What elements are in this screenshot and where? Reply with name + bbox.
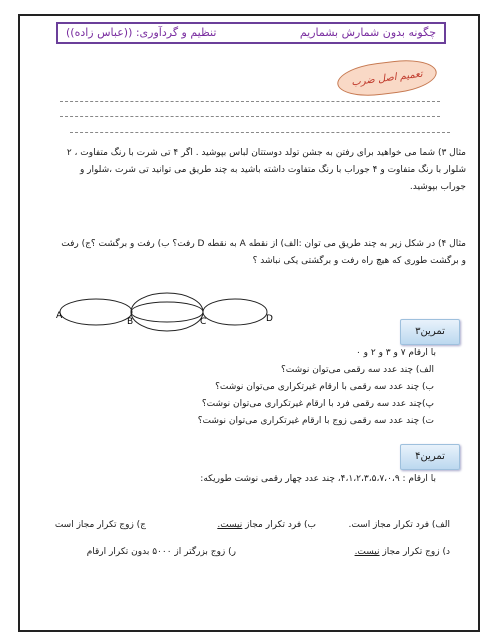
item-d-text: د) زوج تکرار مجاز — [379, 547, 450, 557]
point-b: B — [127, 317, 134, 327]
exercise-4-item-d — [355, 547, 450, 557]
arc-c-d — [203, 299, 267, 325]
exercise-3-item: ت) چند عدد سه رقمی زوج با ارقام غیرتکراری می‌توان نوشت؟ — [197, 416, 434, 426]
exercise-4-item-e: ر) زوج بزرگتر از ۵۰۰۰ بدون تکرار ارقام — [86, 547, 236, 557]
doc-title: چگونه بدون شمارش بشماریم — [299, 26, 436, 39]
example-3-text: مثال ۳) شما می خواهید برای رفتن به جشن تولد دوستتان لباس بپوشید . اگر ۴ تی شرت با رنگ متفاوت ، ۲ شلوار با رنگ متفاوت و ۴ جوراب با رنگ متفاوت داشته باشید به چند طریق می توانید تی شرت ،شلوار و جوراب بپوشید. — [66, 148, 466, 192]
exercise-3-intro: با ارقام ۷ و ۳ و ۲ و ۰ — [355, 348, 436, 358]
exercise-4-item-b — [217, 520, 316, 530]
item-b-underlined: نیست. — [217, 520, 243, 530]
blank-line-3 — [70, 132, 450, 133]
arc-b-c-outer — [131, 293, 203, 331]
item-d-underlined: نیست. — [354, 547, 380, 557]
doc-author: تنظیم و گردآوری: ((عباس زاده)) — [66, 26, 217, 39]
point-a: A — [56, 311, 63, 321]
example-4-text: مثال ۴) در شکل زیر به چند طریق می توان :الف) از نقطه A به نقطه D رفت؟ ب) رفت و برگشت ؟ج) رفت و برگشت طوری که هیچ راه رفت و برگشتی یکی نباشد ؟ — [61, 239, 466, 266]
exercise-4-badge: تمرین۴ — [400, 444, 460, 470]
exercise-3-badge: تمرین۳ — [400, 319, 460, 345]
ribbon-label: تعمیم اصل ضرب — [350, 68, 424, 88]
exercise-3-item: پ)چند عدد سه رقمی فرد با ارقام غیرتکراری می‌توان نوشت؟ — [201, 399, 434, 409]
exercise-3-item: ب) چند عدد سه رقمی با ارقام غیرتکراری می‌توان نوشت؟ — [215, 382, 434, 392]
exercise-4-item-a: الف) فرد تکرار مجاز است. — [348, 520, 450, 530]
path-diagram — [56, 292, 286, 334]
header-box — [56, 22, 446, 44]
blank-line-1 — [60, 101, 440, 102]
arc-b-c-inner — [131, 302, 203, 322]
exercise-4-intro: با ارقام : ۴،۱،۲،۳،۵،۷،۰،۹، چند عدد چهار رقمی نوشت طوریکه: — [200, 474, 436, 484]
point-c: C — [200, 317, 207, 327]
item-b-text: ب) فرد تکرار مجاز — [242, 520, 316, 530]
arc-a-b — [60, 299, 132, 325]
exercise-3-item: الف) چند عدد سه رقمی می‌توان نوشت؟ — [281, 365, 434, 375]
blank-line-2 — [60, 116, 440, 117]
exercise-4-item-c: ج) زوج تکرار مجاز است — [54, 520, 146, 530]
point-d: D — [266, 314, 273, 324]
